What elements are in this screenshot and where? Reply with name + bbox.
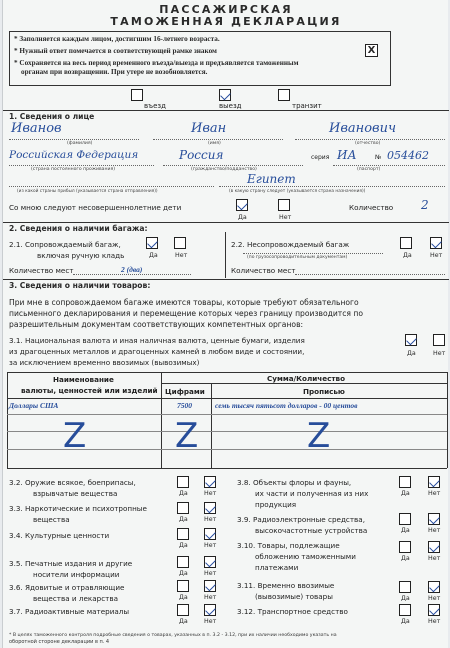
item-yes-checkbox[interactable] bbox=[399, 513, 411, 525]
item-yes-checkbox[interactable] bbox=[177, 580, 189, 592]
places-value[interactable]: 2 (два) bbox=[121, 265, 143, 274]
unaccompanied-yes-checkbox[interactable] bbox=[400, 237, 412, 249]
column-divider bbox=[225, 232, 226, 278]
footnote-line: оборотной стороне декларации в п. 4 bbox=[9, 639, 110, 645]
sample-mark-box: X bbox=[365, 44, 378, 57]
item-no-label: Нет bbox=[204, 594, 217, 601]
strike-mark-name: Z bbox=[63, 416, 87, 456]
item-yes-checkbox[interactable] bbox=[177, 604, 189, 616]
item-no-label: Нет bbox=[428, 595, 441, 602]
passport-no-value[interactable]: 054462 bbox=[387, 149, 429, 162]
unaccompanied-no-checkbox[interactable] bbox=[430, 237, 442, 249]
field-line bbox=[9, 165, 154, 166]
passport-no-label: № bbox=[375, 154, 382, 161]
item-yes-checkbox[interactable] bbox=[399, 541, 411, 553]
item31-no-checkbox[interactable] bbox=[433, 334, 445, 346]
col-amount-header: Сумма/Количество bbox=[267, 374, 346, 383]
accompanied-label-2: включая ручную кладь bbox=[37, 251, 125, 260]
item-yes-checkbox[interactable] bbox=[177, 476, 189, 488]
item-no-label: Нет bbox=[204, 618, 217, 625]
destination-country-value[interactable]: Египет bbox=[247, 172, 296, 186]
exit-label: выезд bbox=[219, 102, 242, 110]
item-no-checkbox[interactable] bbox=[204, 502, 216, 514]
field-line bbox=[153, 139, 283, 140]
table-line bbox=[7, 372, 8, 468]
table-line bbox=[7, 372, 447, 373]
item-yes-label: Да bbox=[401, 618, 410, 625]
field-line bbox=[9, 186, 214, 187]
form-title-line1: ПАССАЖИРСКАЯ bbox=[159, 3, 293, 16]
item-no-checkbox[interactable] bbox=[428, 604, 440, 616]
field-line bbox=[243, 253, 383, 254]
item-no-label: Нет bbox=[428, 527, 441, 534]
instruction-line: * Заполняется каждым лицом, достигшим 16-летнего возраста. bbox=[14, 35, 220, 43]
strike-mark-words: Z bbox=[307, 416, 331, 456]
item-no-checkbox[interactable] bbox=[204, 528, 216, 540]
item-label: 3.11. Временно ввозимые bbox=[237, 581, 335, 590]
item-no-checkbox[interactable] bbox=[428, 513, 440, 525]
item-no-checkbox[interactable] bbox=[204, 604, 216, 616]
item-no-label: Нет bbox=[428, 618, 441, 625]
declaration-form bbox=[2, 0, 448, 648]
minors-no-checkbox[interactable] bbox=[278, 199, 290, 211]
item-yes-label: Да bbox=[401, 490, 410, 497]
currency-name-cell[interactable]: Доллары США bbox=[9, 401, 59, 410]
item31-no-label: Нет bbox=[433, 350, 446, 357]
item-label: 3.6. Ядовитые и отравляющие bbox=[9, 583, 125, 592]
unaccompanied-label: 2.2. Несопровождаемый багаж bbox=[231, 240, 350, 249]
divider bbox=[3, 279, 449, 280]
field-line bbox=[73, 274, 191, 275]
accompanied-no-checkbox[interactable] bbox=[174, 237, 186, 249]
surname-caption: (фамилия) bbox=[67, 141, 93, 146]
item-label: продукция bbox=[255, 500, 297, 509]
entry-label: въезд bbox=[144, 102, 166, 110]
minors-yes-checkbox[interactable] bbox=[236, 199, 248, 211]
item-yes-label: Да bbox=[179, 570, 188, 577]
table-line bbox=[161, 372, 162, 468]
item-yes-label: Да bbox=[401, 527, 410, 534]
item-no-checkbox[interactable] bbox=[204, 556, 216, 568]
field-line bbox=[163, 165, 303, 166]
item-yes-checkbox[interactable] bbox=[399, 476, 411, 488]
unaccompanied-yes-label: Да bbox=[403, 252, 412, 259]
places-label: Количество мест bbox=[9, 266, 74, 275]
destination-caption: (в какую страну следует (указывается страна назначения)) bbox=[229, 189, 366, 194]
accompanied-label: 2.1. Сопровождаемый багаж, bbox=[9, 240, 121, 249]
section2-title: 2. Сведения о наличии багажа: bbox=[9, 224, 148, 233]
currency-words-cell[interactable]: семь тысяч пятьсот долларов - 00 центов bbox=[215, 401, 358, 410]
item-yes-label: Да bbox=[179, 618, 188, 625]
item-yes-checkbox[interactable] bbox=[399, 604, 411, 616]
item-label: 3.3. Наркотические и психотропные bbox=[9, 504, 147, 513]
item-yes-label: Да bbox=[179, 594, 188, 601]
residence-caption: (страна постоянного проживания) bbox=[31, 167, 116, 172]
divider bbox=[3, 110, 449, 111]
item-label: вещества и лекарства bbox=[33, 594, 118, 603]
section3-intro: письменного декларирования и перемещение которых через границу производится по bbox=[9, 309, 363, 318]
table-line bbox=[7, 468, 447, 469]
minors-label: Со мною следуют несовершеннолетние дети bbox=[9, 203, 182, 212]
accompanied-yes-label: Да bbox=[149, 252, 158, 259]
unaccompanied-caption: (по грузосопроводительным документам) bbox=[247, 255, 348, 260]
item-label: 3.10. Товары, подлежащие bbox=[237, 541, 340, 550]
item-no-checkbox[interactable] bbox=[204, 580, 216, 592]
form-title-line2: ТАМОЖЕННАЯ ДЕКЛАРАЦИЯ bbox=[110, 15, 342, 28]
col-name-header-2: валюты, ценностей или изделий bbox=[21, 386, 158, 395]
item-label: 3.12. Транспортное средство bbox=[237, 607, 348, 616]
currency-digits-cell[interactable]: 7500 bbox=[177, 401, 192, 410]
field-line bbox=[295, 274, 445, 275]
item-no-label: Нет bbox=[204, 542, 217, 549]
item-yes-checkbox[interactable] bbox=[399, 581, 411, 593]
minors-count-value[interactable]: 2 bbox=[421, 198, 429, 212]
footnote-line: * В целях таможенного контроля подробные сведения о товарах, указанных в п. 3.2 - 3.12, при их наличии необходимо указать на bbox=[9, 633, 337, 638]
col-name-header: Наименование bbox=[53, 375, 114, 384]
item-yes-label: Да bbox=[401, 555, 410, 562]
name-caption: (имя) bbox=[208, 141, 221, 146]
table-line bbox=[161, 383, 447, 384]
item31-label: 3.1. Национальная валюта и иная наличная валюта, ценные бумаги, изделия bbox=[9, 336, 305, 345]
item-no-checkbox[interactable] bbox=[428, 541, 440, 553]
item-label: 3.5. Печатные издания и другие bbox=[9, 559, 133, 568]
item-no-label: Нет bbox=[204, 516, 217, 523]
accompanied-no-label: Нет bbox=[175, 252, 188, 259]
citizenship-caption: (гражданство/подданство) bbox=[191, 167, 257, 172]
instruction-line: * Сохраняется на весь период временного въезда/выезда и предъявляется таможенным bbox=[14, 59, 299, 67]
field-line bbox=[219, 186, 445, 187]
origin-caption: (из какой страны прибыл (указывается страна отправления)) bbox=[17, 189, 158, 194]
item-no-checkbox[interactable] bbox=[428, 476, 440, 488]
item-label: (вывозимые) товары bbox=[255, 592, 333, 601]
item-yes-label: Да bbox=[401, 595, 410, 602]
patronymic-value[interactable]: Иванович bbox=[329, 121, 397, 136]
item-label: 3.9. Радиоэлектронные средства, bbox=[237, 515, 365, 524]
item-label: обложению таможенными bbox=[255, 552, 356, 561]
table-line bbox=[7, 414, 447, 415]
item-no-label: Нет bbox=[204, 570, 217, 577]
item-no-label: Нет bbox=[204, 490, 217, 497]
divider bbox=[3, 222, 449, 223]
item-yes-checkbox[interactable] bbox=[177, 556, 189, 568]
field-line bbox=[333, 165, 445, 166]
places-label-2: Количество мест bbox=[231, 266, 296, 275]
series-value[interactable]: ИА bbox=[337, 148, 357, 162]
residence-country-value[interactable]: Российская Федерация bbox=[9, 149, 139, 161]
col-words-header: Прописью bbox=[303, 387, 345, 396]
item-no-label: Нет bbox=[428, 490, 441, 497]
item-label: платежами bbox=[255, 563, 299, 572]
instruction-line: органам при возвращении. При утере не возобновляется. bbox=[21, 68, 208, 76]
item-yes-label: Да bbox=[179, 516, 188, 523]
series-label: серия bbox=[311, 154, 330, 161]
transit-checkbox[interactable] bbox=[278, 89, 290, 101]
minors-yes-label: Да bbox=[238, 214, 247, 221]
table-line bbox=[7, 398, 447, 399]
minors-no-label: Нет bbox=[279, 214, 292, 221]
name-value[interactable]: Иван bbox=[191, 121, 227, 136]
patronymic-caption: (отчество) bbox=[355, 141, 381, 146]
section3-title: 3. Сведения о наличии товаров: bbox=[9, 281, 151, 290]
item31-yes-label: Да bbox=[407, 350, 416, 357]
table-line bbox=[211, 383, 212, 468]
item-yes-label: Да bbox=[179, 490, 188, 497]
item-label: вещества bbox=[33, 515, 70, 524]
item-label: 3.4. Культурные ценности bbox=[9, 531, 110, 540]
surname-value[interactable]: Иванов bbox=[11, 121, 62, 136]
field-line bbox=[295, 139, 445, 140]
field-line bbox=[9, 139, 139, 140]
unaccompanied-no-label: Нет bbox=[430, 252, 443, 259]
table-line bbox=[447, 372, 448, 468]
item-no-label: Нет bbox=[428, 555, 441, 562]
item-yes-checkbox[interactable] bbox=[177, 528, 189, 540]
section1-title: 1. Сведения о лице bbox=[9, 112, 95, 121]
instructions-box bbox=[9, 31, 391, 86]
section3-intro: разрешительным документам соответствующих компетентных органов: bbox=[9, 320, 304, 329]
transit-label: транзит bbox=[292, 102, 322, 110]
minors-count-label: Количество bbox=[349, 203, 394, 212]
item-label: взрывчатые вещества bbox=[33, 489, 118, 498]
item-label: их части и полученная из них bbox=[255, 489, 369, 498]
item-label: высокочастотные устройства bbox=[255, 526, 368, 535]
footnote bbox=[9, 632, 445, 646]
item-yes-checkbox[interactable] bbox=[177, 502, 189, 514]
accompanied-yes-checkbox[interactable] bbox=[146, 237, 158, 249]
item-no-checkbox[interactable] bbox=[204, 476, 216, 488]
instruction-line: * Нужный ответ помечается в соответствующей рамке знаком bbox=[14, 47, 217, 55]
strike-mark-digits: Z bbox=[175, 416, 199, 456]
item-label: 3.7. Радиоактивные материалы bbox=[9, 607, 130, 616]
section3-intro: При мне в сопровождаемом багаже имеются товары, которые требуют обязательного bbox=[9, 298, 359, 307]
item31-label-2: из драгоценных металлов и драгоценных камней в любом виде и состоянии, bbox=[9, 347, 305, 356]
item-label: 3.8. Объекты флоры и фауны, bbox=[237, 478, 352, 487]
exit-checkbox[interactable] bbox=[219, 89, 231, 101]
passport-caption: (паспорт) bbox=[357, 167, 381, 172]
item31-label-3: за исключением временно ввозимых (вывозимых) bbox=[9, 358, 200, 367]
col-digits-header: Цифрами bbox=[165, 387, 205, 396]
item-yes-label: Да bbox=[179, 542, 188, 549]
item-no-checkbox[interactable] bbox=[428, 581, 440, 593]
item31-yes-checkbox[interactable] bbox=[405, 334, 417, 346]
citizenship-value[interactable]: Россия bbox=[179, 148, 224, 162]
entry-checkbox[interactable] bbox=[131, 89, 143, 101]
item-label: 3.2. Оружие всякое, боеприпасы, bbox=[9, 478, 136, 487]
item-label: носители информации bbox=[33, 570, 120, 579]
